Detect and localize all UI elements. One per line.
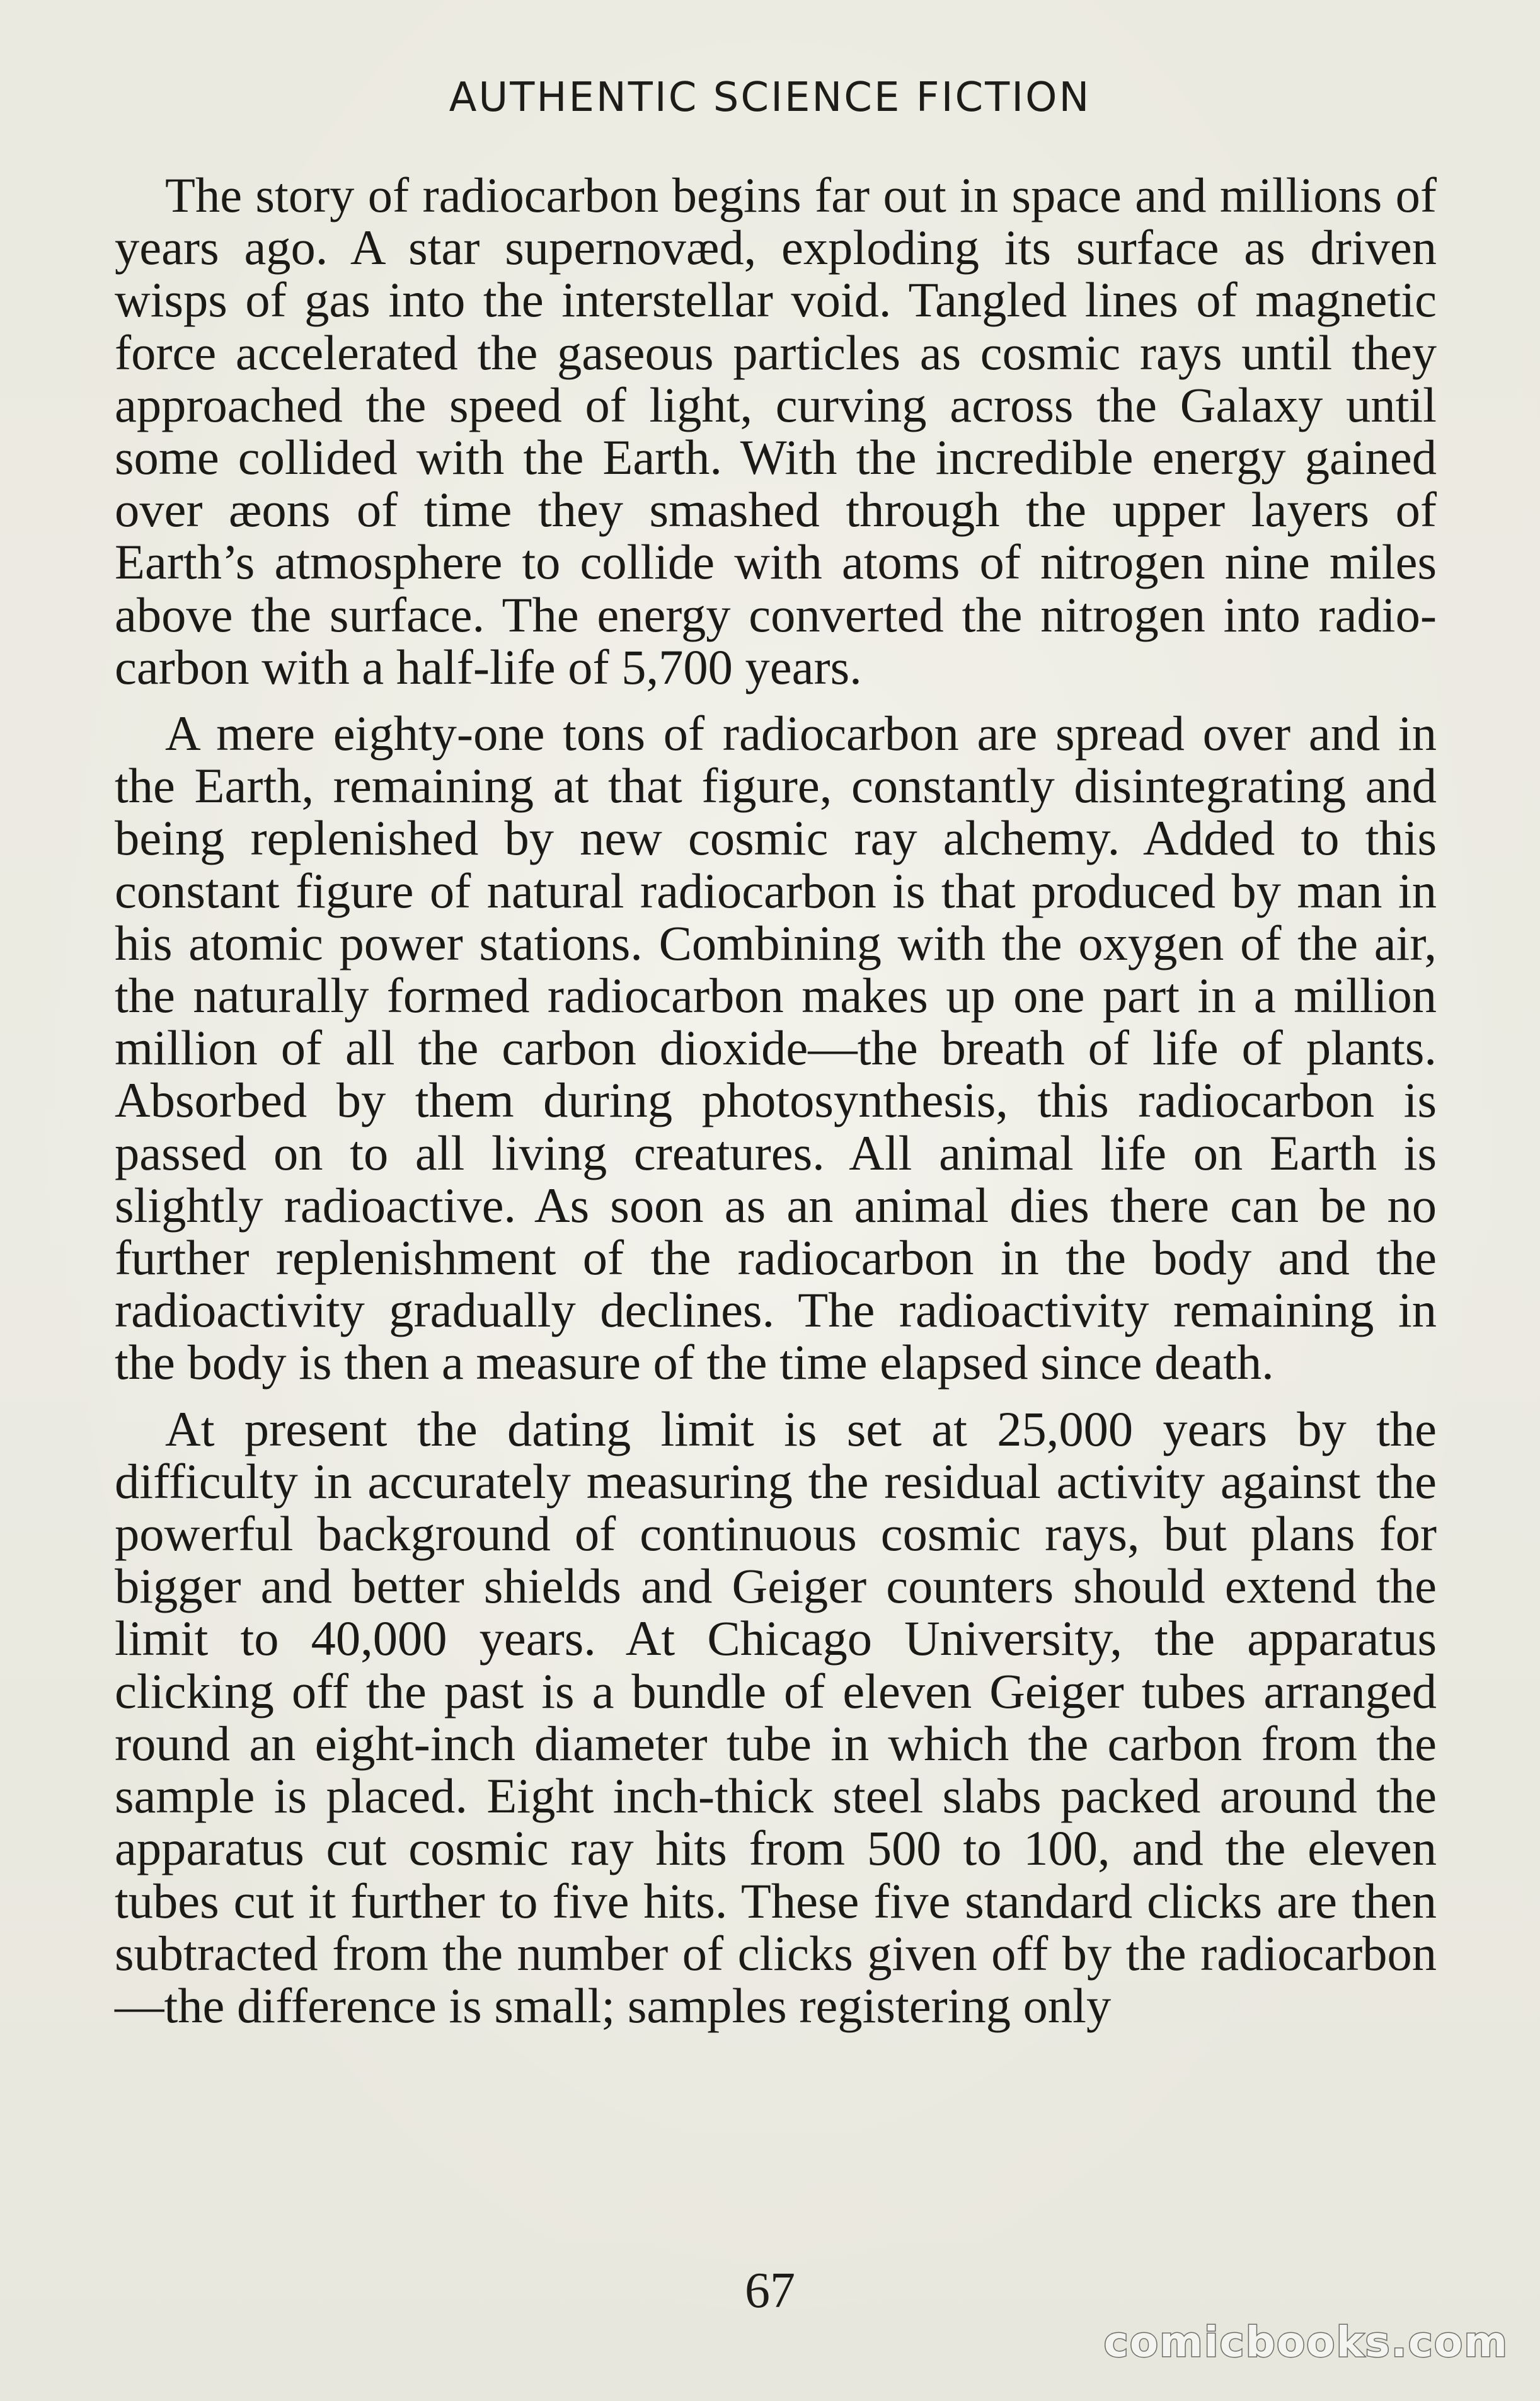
page-number: 67 [745, 2263, 795, 2318]
running-head: AUTHENTIC SCIENCE FICTION [449, 74, 1091, 121]
paragraph-3: At present the dating limit is set at 25,000 years by the difficulty in accurately measuring the residual activity against the powerful background of continuous cosmic rays, but plans for bigger and better shields and Geiger counters should extend the limit to 40,000 years. At Chicago University, the apparatus clicking off the past is a bundle of eleven Geiger tubes arranged round an eight-inch diameter tube in which the carbon from the sample is placed. Eight inch-thick steel slabs packed around the apparatus cut cosmic ray hits from 500 to 100, and the eleven tubes cut it further to five hits. These five standard clicks are then subtracted from the number of clicks given off by the radiocarbon—the difference is small; samples registering only [115, 1401, 1437, 2033]
paragraph-1: The story of radiocarbon begins far out in space and millions of years ago. A star supernovæd, exploding its surface as driven wisps of gas into the interstellar void. Tangled lines of magnetic force accelerated the gaseous particles as cosmic rays until they approached the speed of light, curving across the Galaxy until some collided with the Earth. With the incredible energy gained over æons of time they smashed through the upper layers of Earth’s atmosphere to collide with atoms of nitrogen nine miles above the surface. The energy converted the nitrogen into radiocarbon with a half-life of 5,700 years. [115, 168, 1437, 694]
paragraph-2: A mere eighty-one tons of radiocarbon are spread over and in the Earth, remaining at that figure, constantly disintegrating and being replenished by new cosmic ray alchemy. Added to this constant figure of natural radiocarbon is that produced by man in his atomic power stations. Combining with the oxygen of the air, the naturally formed radiocarbon makes up one part in a million million of all the carbon dioxide—the breath of life of plants. Absorbed by them during photosynthesis, this radiocarbon is passed on to all living creatures. All animal life on Earth is slightly radioactive. As soon as an animal dies there can be no further replenishment of the radiocarbon in the body and the radioactivity gradually declines. The radioactivity remaining in the body is then a measure of the time elapsed since death. [115, 706, 1437, 1390]
watermark: comicbooks.com [1103, 2318, 1508, 2366]
article-body [115, 169, 1437, 2032]
